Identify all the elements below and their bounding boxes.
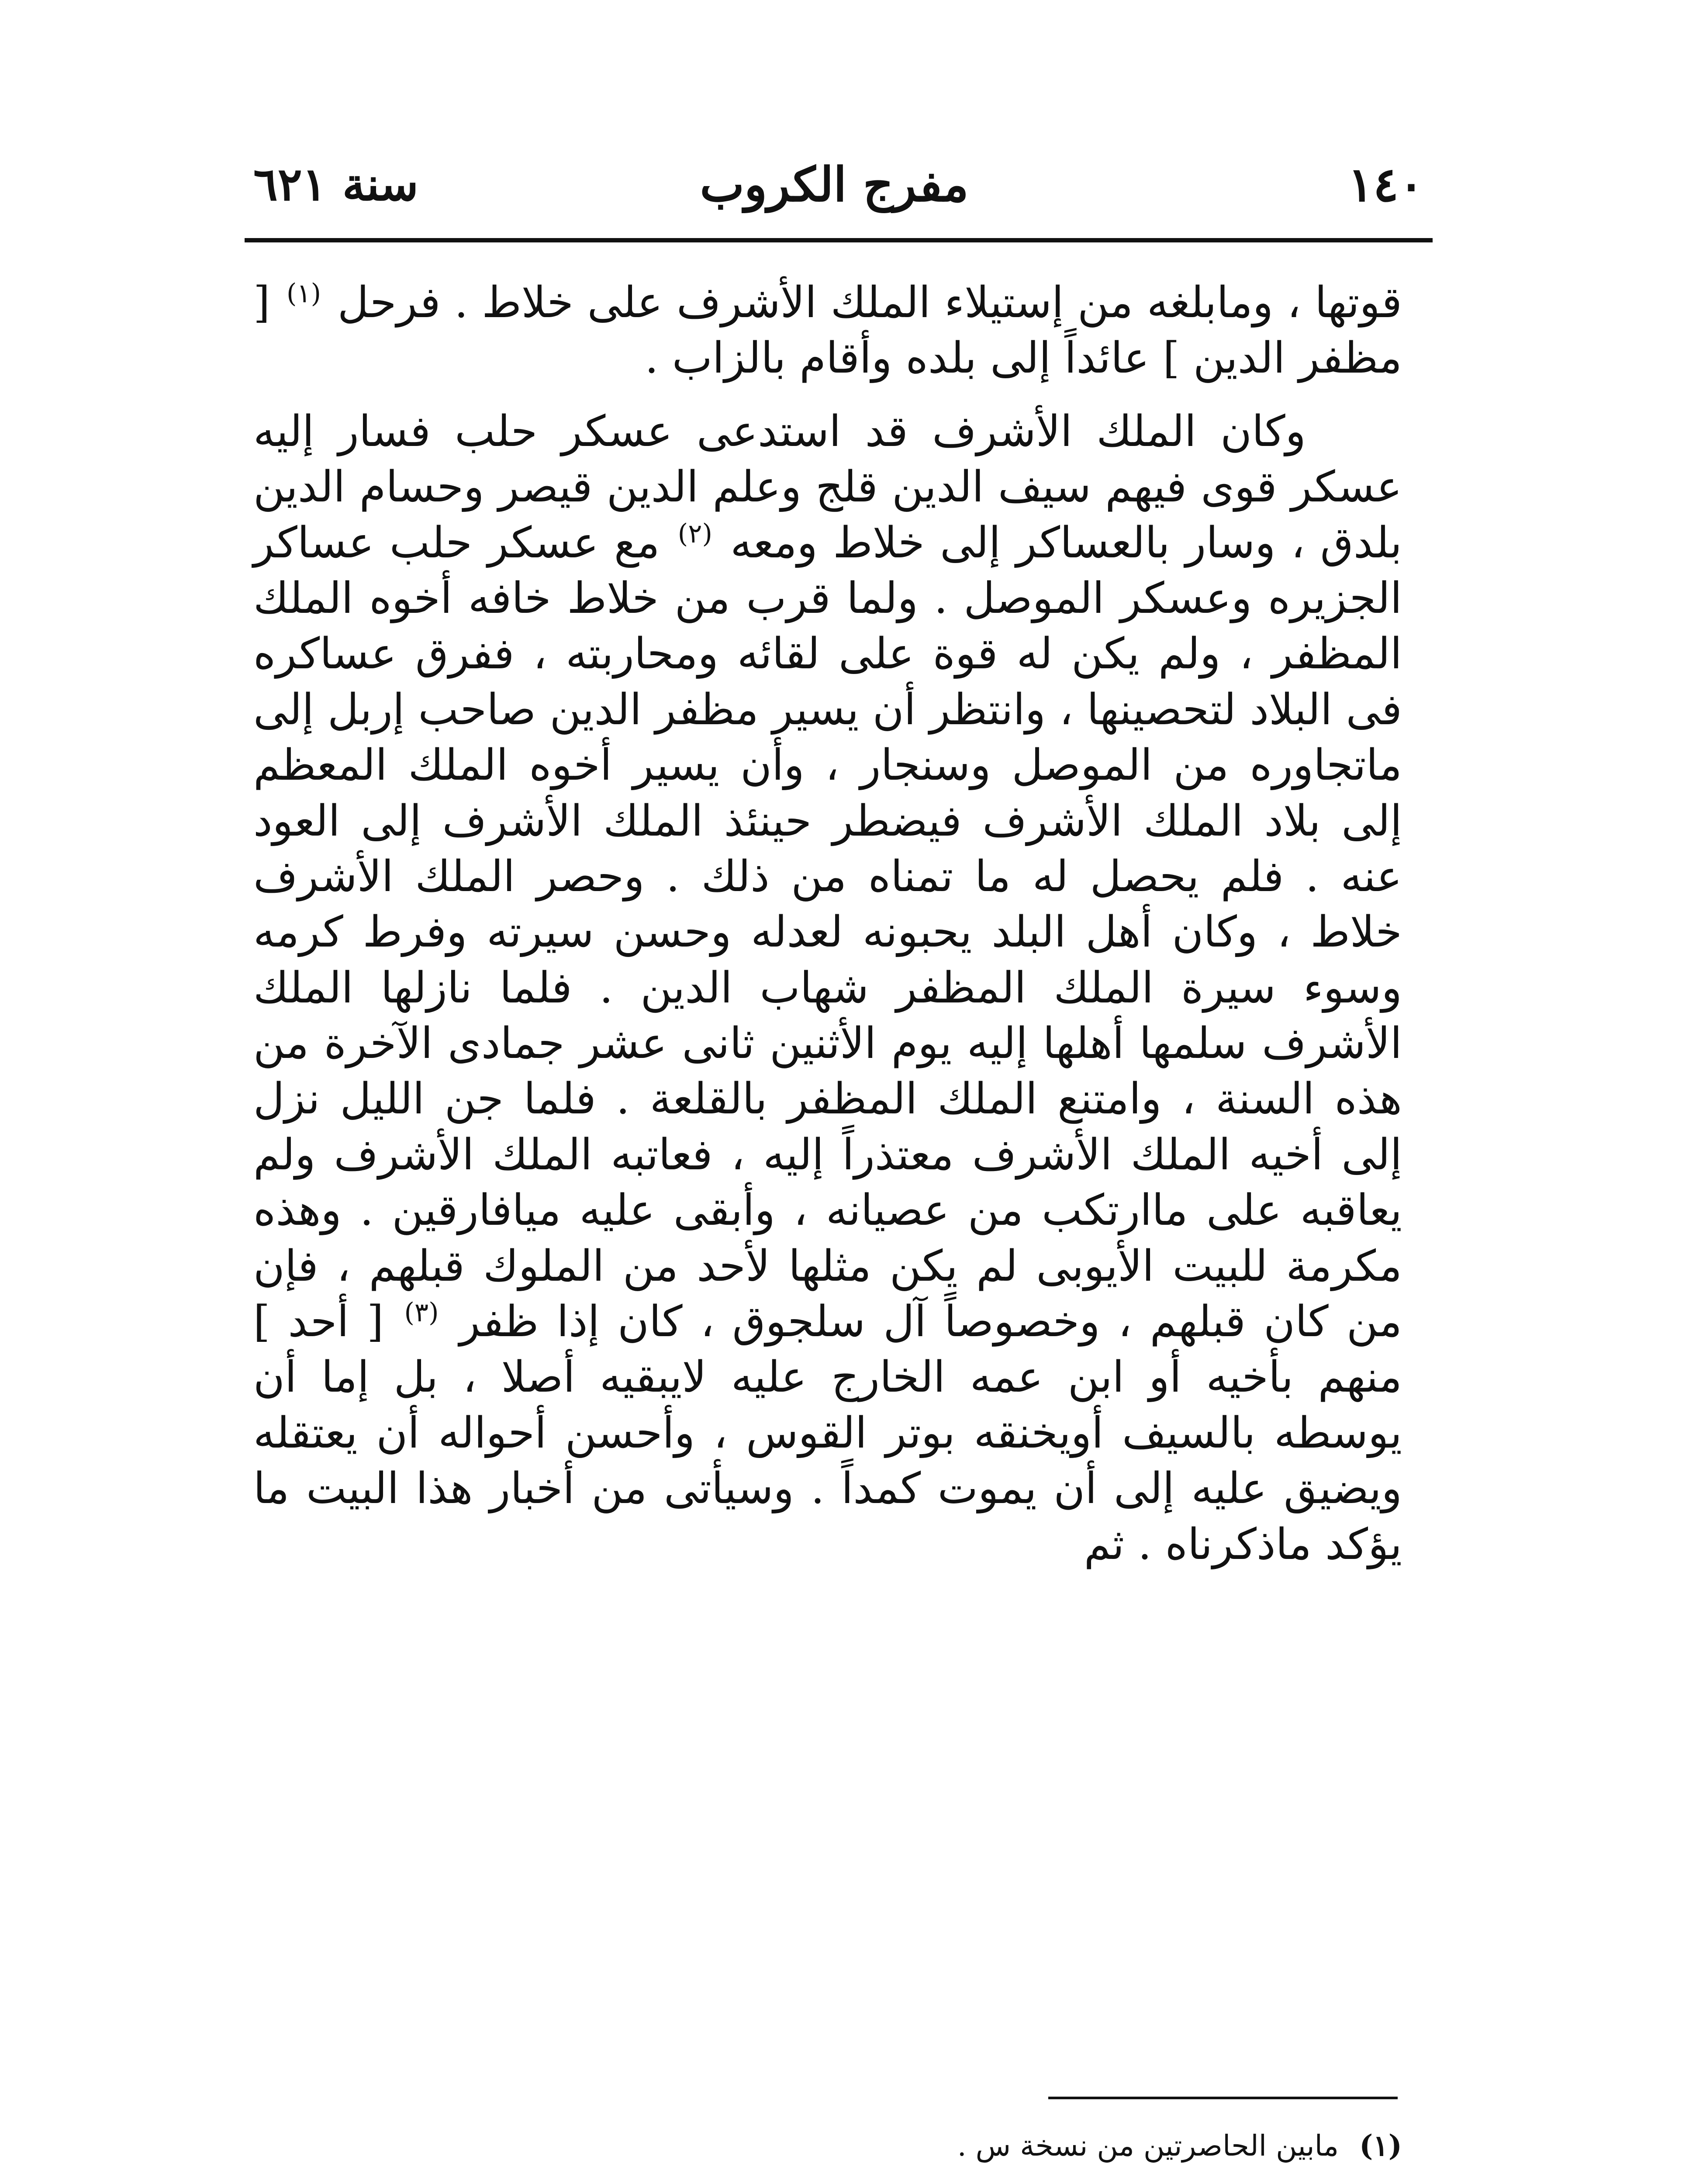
paragraph-1: [253, 275, 1402, 387]
page-number: ١٤٠: [1347, 157, 1424, 212]
footnote-rule: [1048, 2097, 1398, 2099]
paragraph-2: [253, 404, 1402, 1572]
header-rule: [245, 238, 1433, 242]
footnote-number: (١): [1359, 2129, 1402, 2163]
year-label: سنة ٦٢١: [253, 157, 419, 211]
body-text: [253, 275, 1402, 1590]
footnote-ref-1: (١): [287, 278, 321, 309]
paragraph-2-text-a: وكان الملك الأشرف قد استدعى عسكر حلب فسار إليه عسكر قوى فيهم سيف الدين قلج وعلم الدين قيصر وحسام الدين بلدق ، وسار بالعساكر إلى خلاط ومعه: [253, 406, 1402, 568]
footnote-text: مابين الحاصرتين من نسخة س .: [957, 2129, 1339, 2163]
paragraph-2-text-b: مع عسكر حلب عساكر الجزيره وعسكر الموصل . ولما قرب من خلاط خافه أخوه الملك المظفر ، ولم يكن له قوة على لقائه ومحاربته ، ففرق عساكره فى البلاد لتحصينها ، وانتظر أن يسير مظفر الدين صاحب إربل إلى ماتجاوره من الموصل وسنجار ، وأن يسير أخوه الملك المعظم إلى بلاد الملك الأشرف فيضطر حينئذ الملك الأشرف إلى العود عنه . فلم يحصل له ما تمناه من ذلك . وحصر الملك الأشرف خلاط ، وكان أهل البلد يحبونه لعدله وحسن سيرته وفرط كرمه وسوء سيرة الملك المظفر شهاب الدين . فلما نازلها الملك الأشرف سلمها أهلها إليه يوم الأثنين ثانى عشر جمادى الآخرة من هذه السنة ، وامتنع الملك المظفر بالقلعة . فلما جن الليل نزل إلى أخيه الملك الأشرف معتذراً إليه ، فعاتبه الملك الأشرف ولم يعاقبه على ماارتكب من عصيانه ، وأبقى عليه ميافارقين . وهذه مكرمة للبيت الأيوبى لم يكن مثلها لأحد من الملوك قبلهم ، فإن من كان قبلهم ، وخصوصاً آل سلجوق ، كان إذا ظفر: [253, 518, 1402, 1347]
paragraph-1-text-b: [ مظفر الدين ] عائداً إلى بلده وأقام بالزاب .: [253, 278, 1402, 384]
book-title: مفرج الكروب: [700, 157, 969, 212]
footnote-2: [253, 2182, 1402, 2184]
paragraph-1-text-a: قوتها ، ومابلغه من إستيلاء الملك الأشرف على خلاط . فرحل: [337, 278, 1402, 328]
footnote-ref-3: (٣): [404, 1297, 439, 1328]
footnote-1: [253, 2123, 1402, 2169]
footnotes: [253, 2123, 1402, 2184]
running-header: [245, 149, 1424, 232]
footnote-ref-2: (٢): [677, 518, 712, 549]
paragraph-2-text-c: [ أحد ] منهم بأخيه أو ابن عمه الخارج عليه لايبقيه أصلا ، بل إما أن يوسطه بالسيف أويخنقه بوتر القوس ، وأحسن أحواله أن يعتقله ويضيق عليه إلى أن يموت كمداً . وسيأتى من أخبار هذا البيت ما يؤكد ماذكرناه . ثم: [253, 1297, 1402, 1569]
